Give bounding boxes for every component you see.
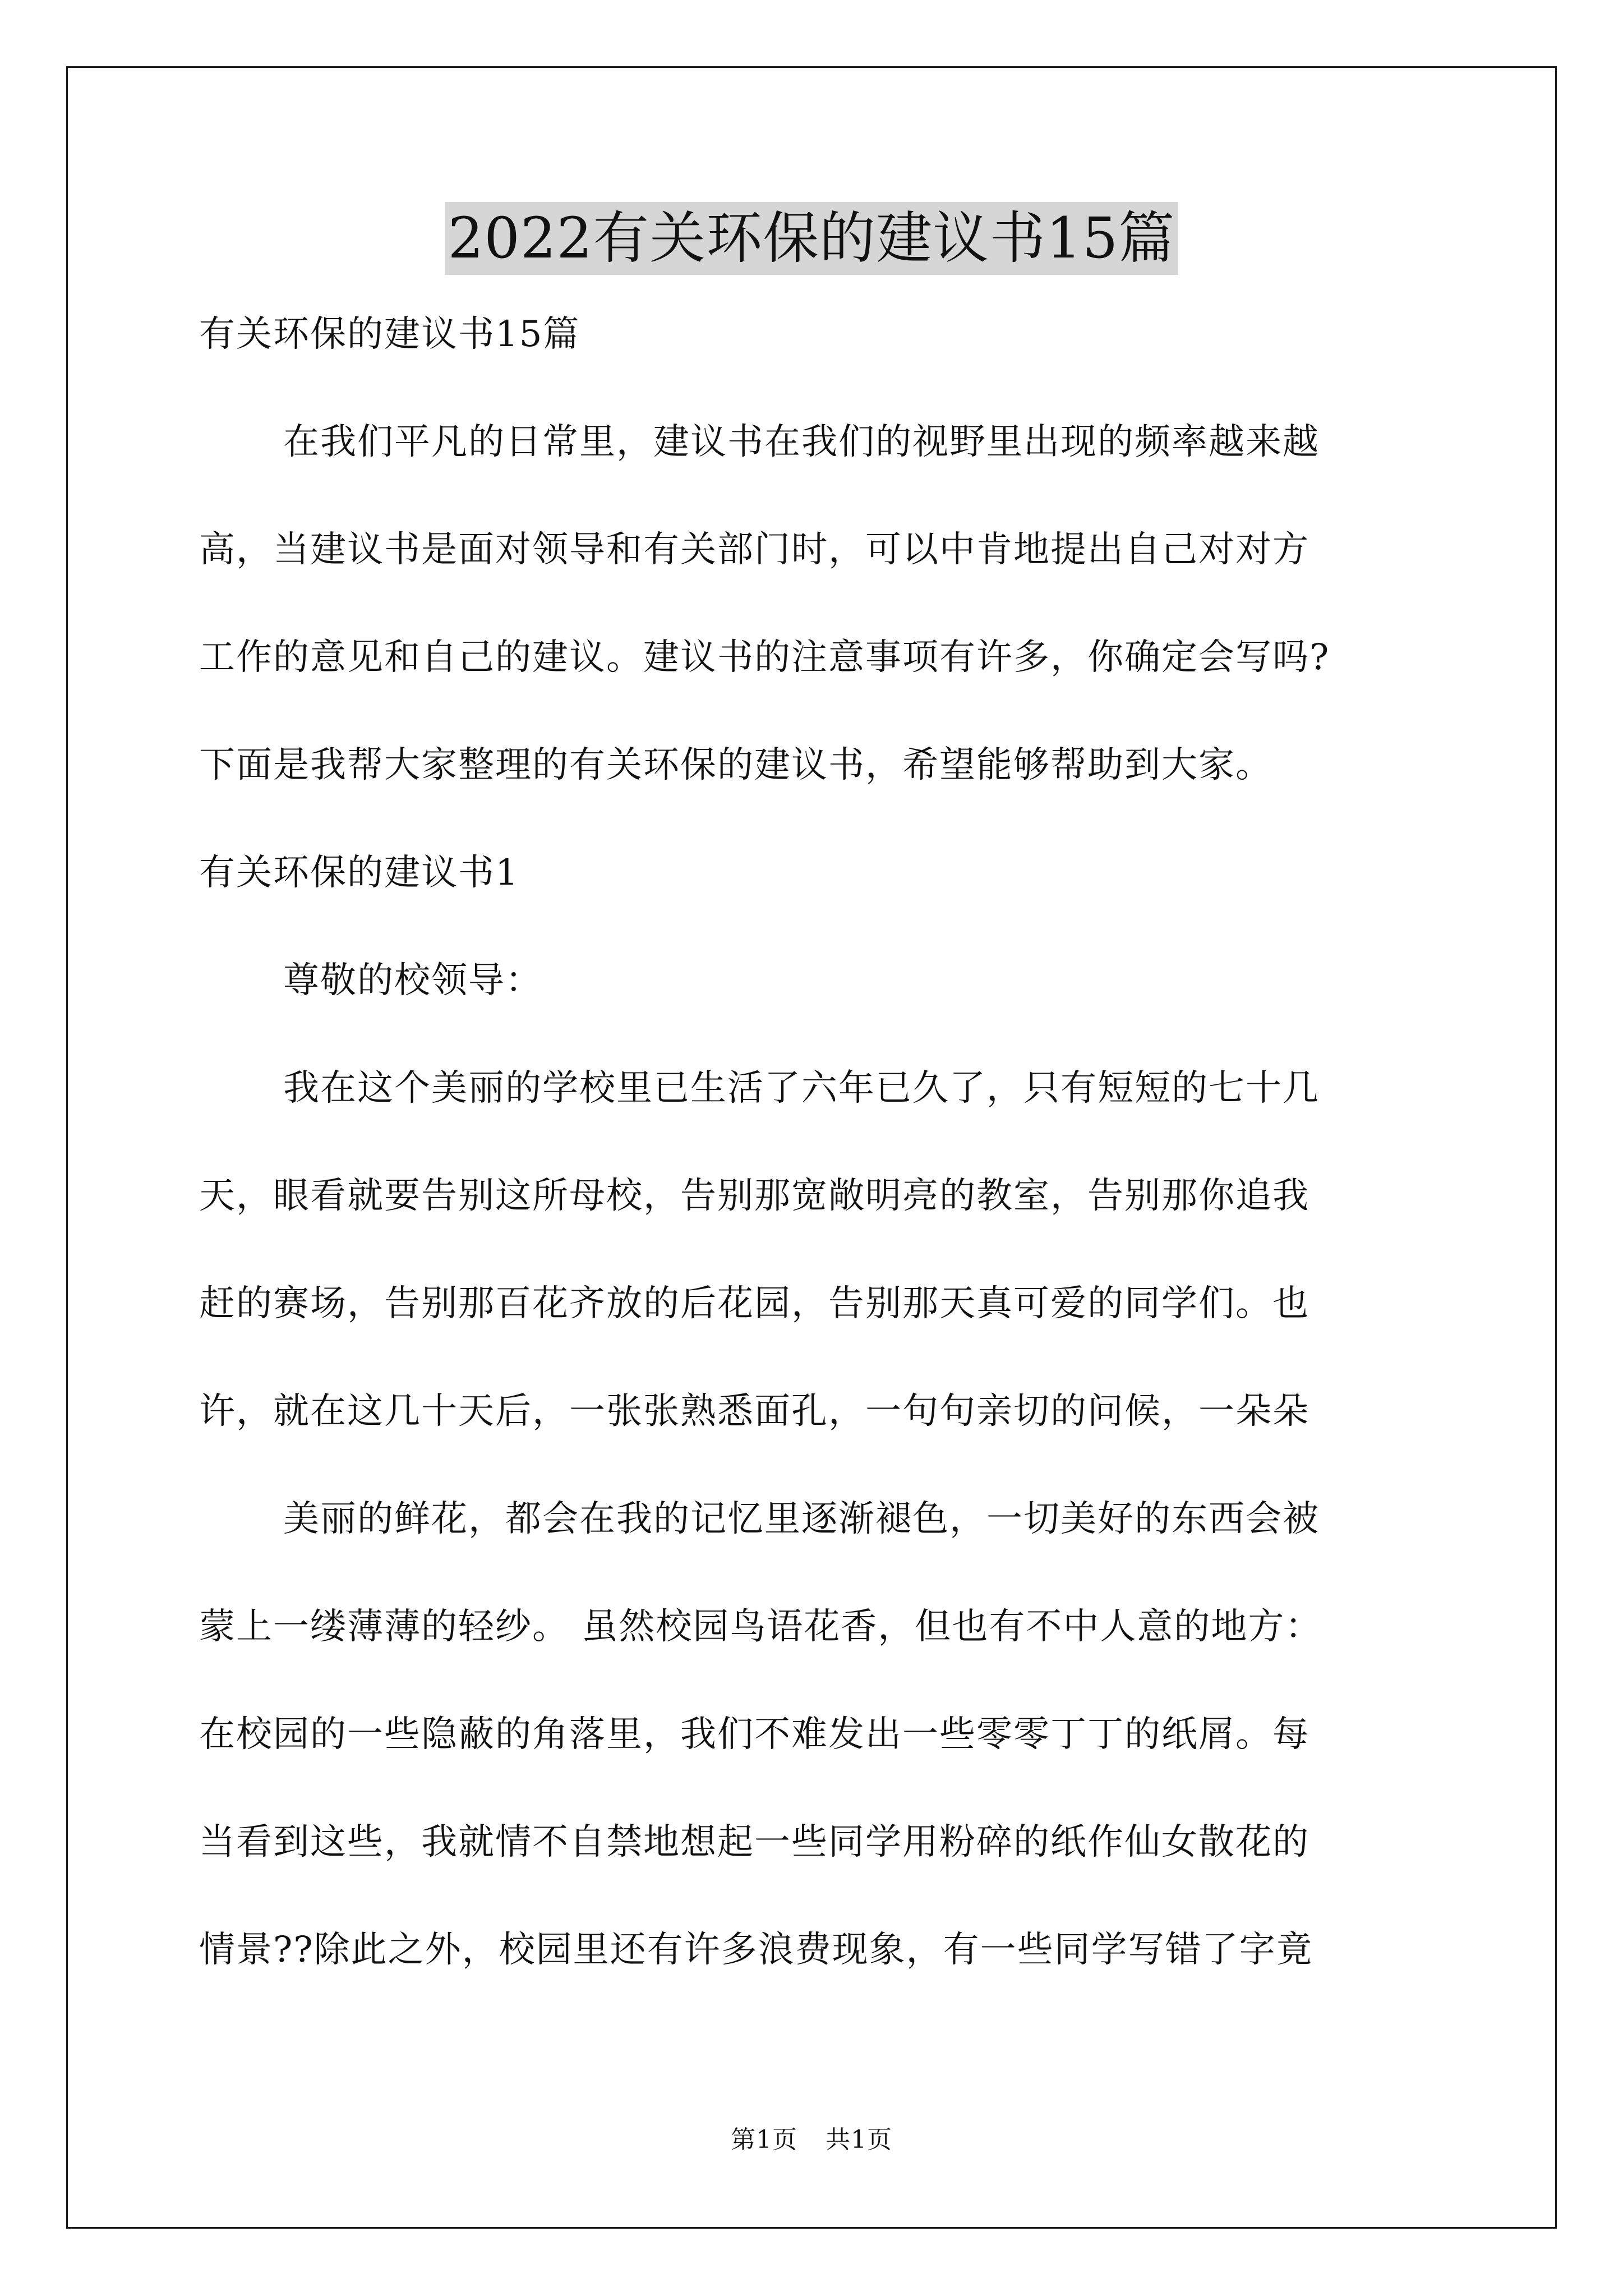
paragraph-line: 当看到这些，我就情不自禁地想起一些同学用粉碎的纸作仙女散花的 [199,1821,1310,1863]
paragraph-line: 我在这个美丽的学校里已生活了六年已久了，只有短短的七十几 [283,1068,1320,1109]
page-footer [0,2119,1623,2155]
paragraph-line: 蒙上一缕薄薄的轻纱。 虽然校园鸟语花香，但也有不中人意的地方： [199,1606,1322,1648]
paragraph-line: 高，当建议书是面对领导和有关部门时，可以中肯地提出自己对对方 [199,529,1310,570]
paragraph-line: 情景??除此之外，校园里还有许多浪费现象，有一些同学写错了字竟 [199,1929,1313,1971]
paragraph-line: 美丽的鲜花，都会在我的记忆里逐渐褪色，一切美好的东西会被 [283,1498,1320,1540]
page-number: 第1页 [731,2125,797,2154]
section-heading: 有关环保的建议书1 [199,852,519,894]
paragraph-line: 工作的意见和自己的建议。建议书的注意事项有许多，你确定会写吗? [199,637,1330,678]
paragraph-line: 赶的赛场，告别那百花齐放的后花园，告别那天真可爱的同学们。也 [199,1283,1310,1324]
subtitle-line: 有关环保的建议书15篇 [199,314,580,355]
document-title: 2022有关环保的建议书15篇 [445,202,1179,275]
paragraph-line: 许，就在这几十天后，一张张熟悉面孔，一句句亲切的问候，一朵朵 [199,1391,1310,1432]
paragraph-line: 在我们平凡的日常里，建议书在我们的视野里出现的频率越来越 [283,421,1320,463]
document-body [199,303,1467,2026]
page-total: 共1页 [826,2125,892,2154]
paragraph-line: 天，眼看就要告别这所母校，告别那宽敞明亮的教室，告别那你追我 [199,1175,1310,1217]
paragraph-line: 在校园的一些隐蔽的角落里，我们不难发出一些零零丁丁的纸屑。每 [199,1714,1310,1755]
salutation: 尊敬的校领导： [283,960,542,1001]
paragraph-line: 下面是我帮大家整理的有关环保的建议书，希望能够帮助到大家。 [199,744,1272,786]
title-container [0,202,1623,275]
